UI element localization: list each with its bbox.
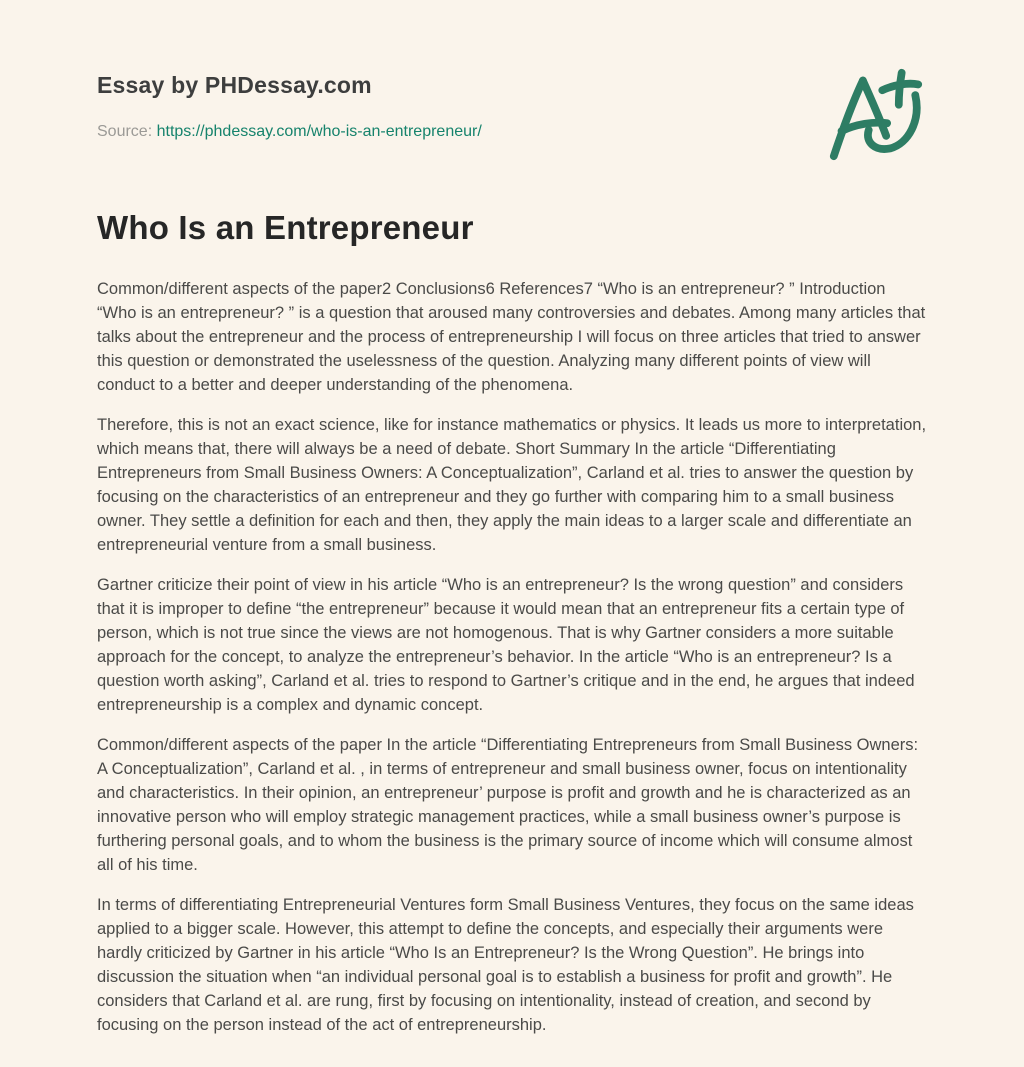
source-label: Source: [97,123,153,140]
article-body [97,277,929,1037]
article-title: Who Is an Entrepreneur [97,209,474,246]
phdessay-a-plus-logo-icon [827,66,924,163]
article-paragraph: Common/different aspects of the paper In the article “Differentiating Entrepreneurs from Small Business Owners: A Conceptualization”, Carland et al. , in terms of entrepreneur and small business owner, focus on intentionality and characteristics. In their opinion, an entrepreneur’ purpose is profit and growth and he is characterized as an innovative person who will employ strategic management practices, while a small business owner’s purpose is furthering personal goals, and to whom the business is the primary source of income which will consume almost all of his time. [97,736,919,874]
source-url-link[interactable]: https://phdessay.com/who-is-an-entrepreneur/ [156,123,482,140]
source-line [97,123,927,141]
article-paragraph: Gartner criticize their point of view in his article “Who is an entrepreneur? Is the wrong question” and considers that it is improper to define “the entrepreneur” because it would mean that an entrepreneur fits a certain type of person, which is not true since the views are not homogenous. That is why Gartner considers a more suitable approach for the concept, to analyze the entrepreneur’s behavior. In the article “Who is an entrepreneur? Is a question worth asking”, Carland et al. tries to respond to Gartner’s critique and in the end, he argues that indeed entrepreneurship is a complex and dynamic concept. [97,576,915,714]
article-paragraph: Therefore, this is not an exact science, like for instance mathematics or physics. It leads us more to interpretation, which means that, there will always be a need of debate. Short Summary In the article “Differentiating Entrepreneurs from Small Business Owners: A Conceptualization”, Carland et al. tries to answer the question by focusing on the characteristics of an entrepreneur and they go further with comparing him to a small business owner. They settle a definition for each and then, they apply the main ideas to a larger scale and differentiate an entrepreneurial venture from a small business. [97,416,927,554]
article-paragraph: Common/different aspects of the paper2 Conclusions6 References7 “Who is an entrepreneur? ” Introduction “Who is an entrepreneur? ” is a question that aroused many controversies and debates. Among many articles that talks about the entrepreneur and the process of entrepreneurship I will focus on three articles that tried to answer this question or demonstrated the uselessness of the question. Analyzing many different points of view will conduct to a better and deeper understanding of the phenomena. [97,280,926,394]
essay-byline: Essay by PHDessay.com [97,72,372,98]
article-paragraph: In terms of differentiating Entrepreneurial Ventures form Small Business Ventures, they focus on the same ideas applied to a bigger scale. However, this attempt to define the concepts, and especially their arguments were hardly criticized by Gartner in his article “Who Is an Entrepreneur? Is the Wrong Question”. He brings into discussion the situation when “an individual personal goal is to establish a business for profit and growth”. He considers that Carland et al. are rung, first by focusing on intentionality, instead of creation, and second by focusing on the person instead of the act of entrepreneurship. [97,896,914,1034]
